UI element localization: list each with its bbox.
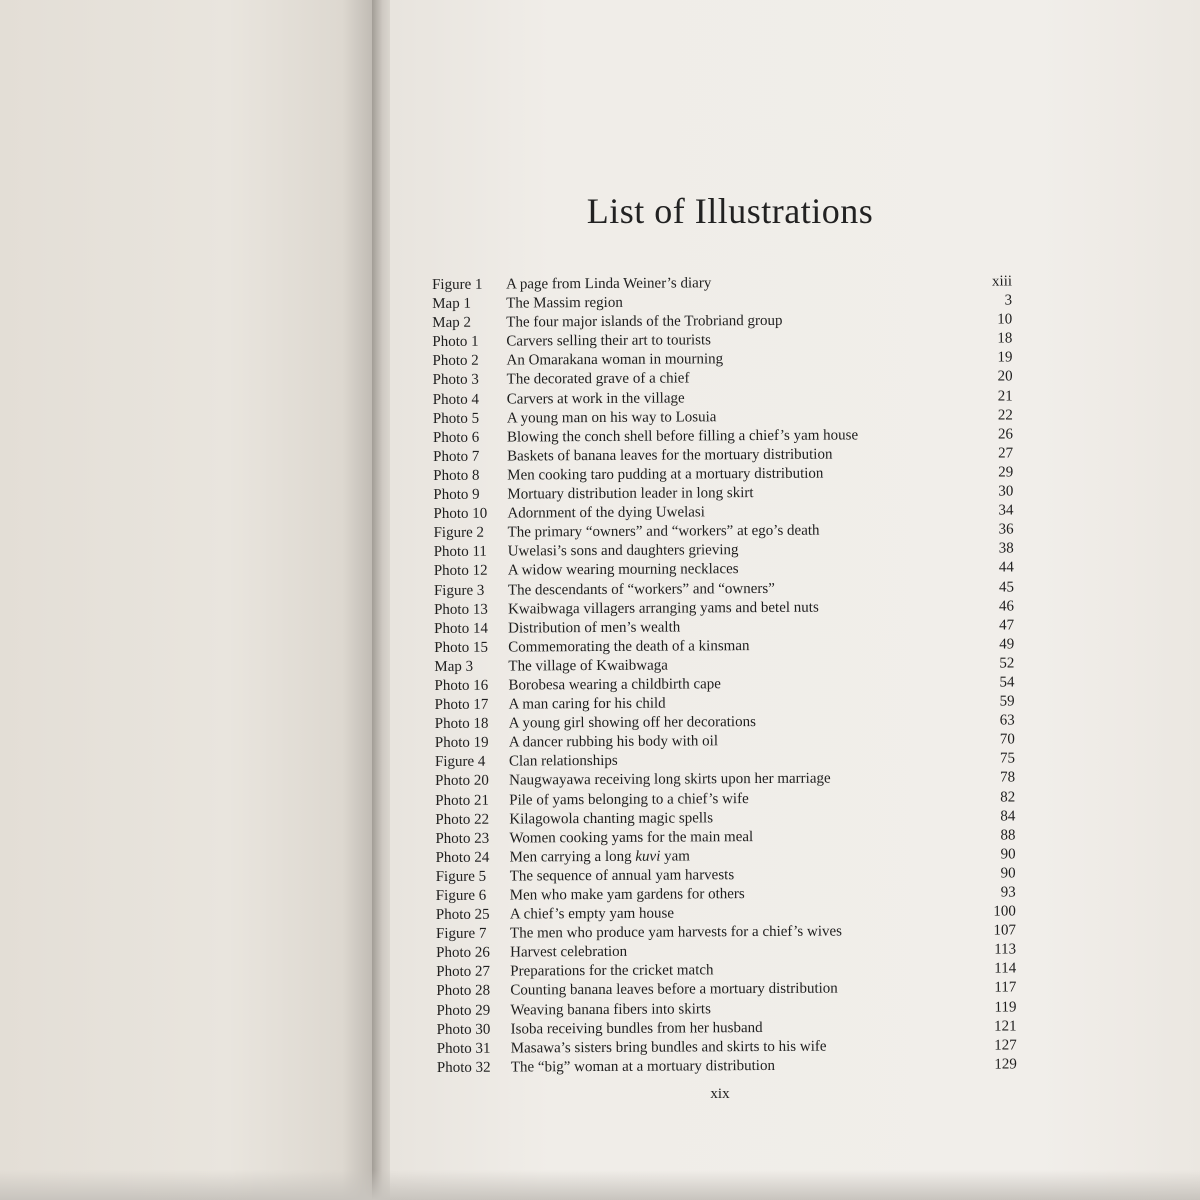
illustration-caption: The “big” woman at a mortuary distribution (510, 1057, 775, 1076)
illustration-page: 59 (999, 693, 1015, 710)
illustration-label: Figure 4 (434, 754, 486, 771)
illustration-caption: Isoba receiving bundles from her husband (510, 1019, 763, 1038)
illustration-caption: Men carrying a long kuvi yam (509, 848, 690, 866)
illustration-label: Photo 20 (435, 773, 489, 790)
illustration-caption: A chief’s empty yam house (509, 905, 675, 923)
illustration-label: Figure 7 (435, 925, 487, 943)
illustration-label: Photo 31 (436, 1040, 491, 1057)
page-bottom-shadow (0, 1170, 1200, 1200)
illustration-caption: Carvers selling their art to tourists (506, 332, 711, 350)
illustration-label: Photo 5 (432, 410, 480, 427)
illustration-page: 21 (997, 388, 1013, 405)
illustration-label: Photo 6 (432, 429, 480, 446)
illustration-label: Photo 21 (435, 792, 490, 809)
illustration-caption: The village of Kwaibwaga (508, 657, 668, 675)
illustration-label: Photo 28 (436, 983, 491, 1000)
illustration-label: Photo 8 (433, 467, 480, 484)
illustration-caption: Clan relationships (508, 753, 618, 770)
page-number: xix (710, 1086, 730, 1102)
illustration-caption: The sequence of annual yam harvests (509, 867, 735, 885)
illustration-page: xiii (991, 273, 1013, 290)
illustration-page: 49 (999, 636, 1015, 653)
illustration-caption: Kilagowola chanting magic spells (509, 809, 714, 828)
left-page (0, 0, 380, 1200)
illustration-page: 47 (999, 617, 1015, 634)
illustration-label: Map 2 (432, 314, 472, 332)
illustration-label: Photo 2 (432, 353, 479, 370)
illustration-label: Photo 29 (436, 1002, 491, 1019)
illustration-label: Photo 17 (434, 696, 489, 714)
illustration-label: Photo 32 (436, 1059, 491, 1076)
illustration-caption: Pile of yams belonging to a chief’s wife (509, 790, 749, 809)
illustration-label: Figure 1 (432, 276, 483, 293)
illustration-caption: Commemorating the death of a kinsman (508, 637, 750, 656)
list-item (437, 1055, 1017, 1078)
illustration-caption: Carvers at work in the village (506, 390, 685, 408)
illustration-page: 119 (994, 999, 1017, 1016)
illustration-page: 90 (1000, 846, 1016, 863)
page-title: List of Illustrations (586, 191, 874, 231)
illustration-page: 114 (994, 960, 1017, 977)
illustration-label: Photo 3 (432, 372, 479, 389)
illustration-label: Photo 23 (435, 830, 490, 847)
illustration-page: 82 (1000, 788, 1016, 806)
illustration-page: 113 (994, 941, 1017, 958)
illustration-caption: Blowing the conch shell before filling a chief’s yam house (506, 427, 859, 446)
illustration-page: 100 (993, 903, 1016, 920)
illustration-page: 30 (998, 483, 1014, 500)
illustration-label: Photo 11 (433, 543, 487, 561)
illustration-label: Photo 10 (433, 505, 488, 523)
illustration-caption: A man caring for his child (508, 695, 666, 713)
illustration-page: 22 (997, 407, 1013, 424)
illustration-page: 90 (1000, 865, 1016, 882)
illustration-page: 75 (999, 750, 1016, 767)
illustration-caption: A widow wearing mourning necklaces (507, 561, 739, 579)
illustration-caption: Distribution of men’s wealth (508, 619, 681, 637)
illustration-caption: Mortuary distribution leader in long skirt (507, 485, 754, 503)
illustration-caption: The four major islands of the Trobriand group (506, 313, 783, 331)
illustration-caption: An Omarakana woman in mourning (506, 351, 724, 369)
illustration-caption: A dancer rubbing his body with oil (508, 733, 719, 751)
illustration-label: Photo 13 (433, 601, 488, 618)
illustration-page: 20 (997, 368, 1013, 386)
illustration-label: Map 1 (432, 295, 471, 313)
illustration-caption: Preparations for the cricket match (510, 962, 714, 980)
illustration-label: Figure 3 (433, 582, 485, 599)
illustration-label: Photo 25 (435, 906, 490, 924)
illustration-page: 18 (997, 330, 1013, 347)
illustration-label: Figure 5 (435, 868, 487, 885)
illustration-caption: Uwelasi’s sons and daughters grieving (507, 542, 739, 560)
illustration-label: Photo 12 (433, 563, 488, 580)
illustration-label: Photo 9 (433, 486, 480, 504)
illustration-page: 117 (994, 979, 1017, 997)
illustration-page: 70 (999, 731, 1015, 748)
illustration-page: 129 (994, 1056, 1017, 1073)
illustration-caption: The primary “owners” and “workers” at ego’s death (507, 522, 820, 541)
illustration-label: Photo 4 (432, 391, 480, 408)
illustration-label: Photo 15 (434, 639, 489, 656)
illustration-page: 19 (997, 349, 1013, 366)
illustration-page: 107 (993, 922, 1017, 939)
illustration-caption: Naugwayawa receiving long skirts upon her marriage (509, 771, 831, 789)
illustration-caption: Men cooking taro pudding at a mortuary distribution (507, 465, 824, 484)
illustration-label: Photo 18 (434, 715, 489, 733)
illustration-page: 127 (994, 1037, 1017, 1054)
illustration-caption: Masawa’s sisters bring bundles and skirts to his wife (510, 1038, 827, 1057)
illustration-caption: Women cooking yams for the main meal (509, 828, 754, 847)
illustration-page: 52 (999, 655, 1015, 672)
illustration-caption: A young man on his way to Losuia (506, 408, 717, 427)
illustration-page: 63 (999, 712, 1015, 729)
illustration-caption: Baskets of banana leaves for the mortuary distribution (507, 446, 833, 465)
illustration-label: Photo 22 (435, 811, 490, 828)
illustration-page: 26 (997, 426, 1014, 443)
illustration-page: 34 (998, 502, 1014, 519)
illustration-caption: The Massim region (506, 294, 623, 312)
illustration-page: 27 (998, 445, 1014, 462)
illustration-page: 78 (1000, 769, 1016, 786)
illustration-page: 3 (1004, 292, 1013, 309)
illustration-label: Photo 7 (433, 448, 480, 465)
illustration-label: Map 3 (434, 658, 474, 675)
illustration-page: 44 (998, 559, 1014, 576)
illustration-label: Photo 24 (435, 849, 490, 866)
illustrations-list (432, 272, 1017, 1077)
illustration-label: Figure 2 (433, 524, 485, 542)
illustration-caption: Men who make yam gardens for others (509, 886, 745, 904)
illustration-label: Photo 1 (432, 333, 479, 351)
illustration-caption: Adornment of the dying Uwelasi (507, 504, 705, 522)
illustration-page: 10 (997, 311, 1013, 328)
illustration-label: Photo 27 (436, 964, 491, 981)
illustration-page: 38 (998, 540, 1014, 557)
illustration-label: Photo 14 (434, 620, 488, 637)
illustration-label: Photo 19 (434, 734, 489, 752)
illustration-label: Photo 16 (434, 677, 489, 694)
illustration-caption: Kwaibwaga villagers arranging yams and betel nuts (507, 599, 819, 618)
illustration-label: Photo 26 (436, 944, 490, 962)
illustration-caption: Harvest celebration (510, 944, 628, 961)
illustration-caption: The decorated grave of a chief (506, 370, 690, 389)
illustration-page: 88 (1000, 827, 1016, 844)
illustration-caption: Counting banana leaves before a mortuary distribution (510, 981, 838, 1000)
illustration-page: 36 (998, 521, 1014, 538)
illustration-caption: A young girl showing off her decorations (508, 714, 756, 732)
illustration-caption: A page from Linda Weiner’s diary (506, 275, 712, 293)
illustration-label: Figure 6 (435, 887, 487, 904)
illustration-page: 84 (1000, 808, 1016, 825)
illustration-page: 93 (1000, 884, 1016, 901)
illustration-label: Photo 30 (436, 1021, 491, 1038)
illustration-caption: The men who produce yam harvests for a chief’s wives (509, 923, 843, 942)
illustration-page: 46 (998, 598, 1015, 615)
illustration-page: 29 (998, 464, 1014, 481)
illustration-caption: Borobesa wearing a childbirth cape (508, 676, 721, 694)
illustration-page: 54 (999, 674, 1015, 691)
illustration-page: 45 (998, 578, 1014, 596)
illustration-caption: Weaving banana fibers into skirts (510, 1000, 711, 1019)
illustration-caption: The descendants of “workers” and “owners” (507, 580, 775, 599)
illustration-page: 121 (994, 1018, 1017, 1035)
